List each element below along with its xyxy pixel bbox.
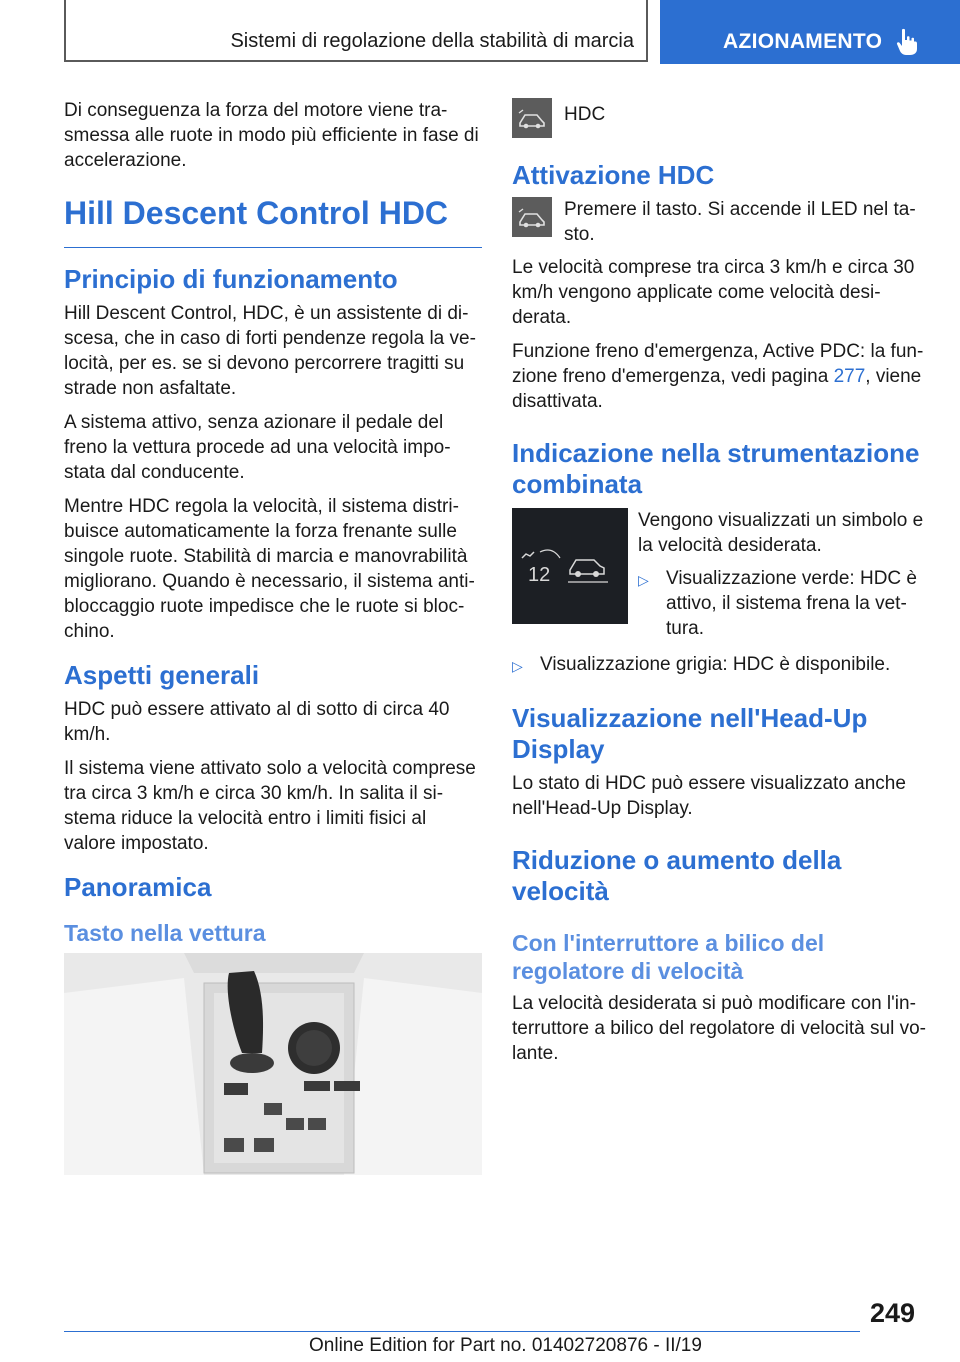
rocker-paragraph: La velocità desiderata si può modificare con l'interruttore a bilico del regolatore di velocità sul volante. bbox=[512, 993, 926, 1064]
hdc-button-icon bbox=[512, 98, 552, 138]
cluster-speed: 12 bbox=[528, 564, 551, 586]
cluster-row bbox=[512, 508, 926, 650]
cluster-bullet-text: Visualizzazione grigia: HDC è disponibile. bbox=[540, 654, 891, 675]
hdc-button-icon bbox=[512, 197, 552, 237]
hud-heading: Visualizzazione nell'Head-Up Display bbox=[512, 703, 868, 764]
pointing-hand-icon bbox=[896, 28, 918, 56]
general-paragraph: Il sistema viene attivato solo a velocità comprese tra circa 3 km/h e circa 30 km/h. In salita il sistema riduce la velocità entro i limiti fisici al valore impostato. bbox=[64, 758, 476, 854]
cluster-bullet bbox=[512, 652, 926, 679]
instrument-cluster-image bbox=[512, 508, 628, 624]
general-heading: Aspetti generali bbox=[64, 660, 260, 690]
activation-step-text: Premere il tasto. Si accende il LED nel tasto. bbox=[564, 199, 916, 245]
principle-paragraph: Mentre HDC regola la velocità, il sistema distribuisce automaticamente la forza frenante sulle singole ruote. Stabilità di marcia e manovrabilità migliorano. Quando è necessario, il sistema antibloccaggio ruote impedisce che le ruote si blocchino. bbox=[64, 496, 475, 642]
header-chapter-tab[interactable] bbox=[660, 0, 960, 64]
main-title: Hill Descent Control HDC bbox=[64, 193, 482, 248]
activation-step-row bbox=[512, 197, 926, 247]
header-section-box bbox=[64, 0, 648, 62]
center-console-illustration bbox=[64, 953, 482, 1175]
triangle-bullet-icon: ▷ bbox=[638, 572, 649, 588]
principle-heading: Principio di funzionamento bbox=[64, 264, 398, 294]
emergency-text-end: , viene disattivata. bbox=[512, 366, 922, 412]
footer-divider bbox=[64, 1331, 860, 1332]
hdc-key-row bbox=[512, 98, 926, 138]
intro-paragraph: Di conseguenza la forza del motore viene trasmessa alle ruote in modo più efficiente in fase di accelerazione. bbox=[64, 100, 479, 171]
cluster-text bbox=[638, 508, 926, 650]
overview-heading: Panoramica bbox=[64, 872, 212, 902]
activation-heading: Attivazione HDC bbox=[512, 160, 715, 190]
general-paragraph: HDC può essere attivato al di sotto di circa 40 km/h. bbox=[64, 699, 450, 745]
page-number: 249 bbox=[870, 1298, 916, 1328]
emergency-text: Funzione freno d'emergenza, Active PDC: la funzione freno d'emergenza, vedi pagina bbox=[512, 341, 924, 387]
header-section-title: Sistemi di regolazione della stabilità di marcia bbox=[230, 30, 634, 52]
rocker-heading: Con l'interruttore a bilico del regolatore di velocità bbox=[512, 930, 825, 984]
cluster-heading: Indicazione nella strumentazione combinata bbox=[512, 438, 920, 499]
principle-paragraph: Hill Descent Control, HDC, è un assistente di discesa, che in caso di forti pendenze regola la velocità, per es. se si devono percorrere tragitti su strade non asfaltate. bbox=[64, 303, 476, 399]
chapter-title: AZIONAMENTO bbox=[723, 30, 883, 53]
center-console-photo bbox=[64, 953, 482, 1175]
activation-paragraph: Le velocità comprese tra circa 3 km/h e circa 30 km/h vengono applicate come velocità desiderata. bbox=[512, 257, 915, 328]
cluster-intro: Vengono visualizzati un simbolo e la velocità desiderata. bbox=[638, 510, 924, 556]
key-heading: Tasto nella vettura bbox=[64, 920, 266, 946]
emergency-paragraph bbox=[512, 339, 926, 414]
speed-heading: Riduzione o aumento della velocità bbox=[512, 845, 842, 906]
principle-paragraph: A sistema attivo, senza azionare il pedale del freno la vettura procede ad una velocità impostata dal conducente. bbox=[64, 412, 451, 483]
left-column bbox=[64, 98, 482, 1175]
cluster-bullet bbox=[638, 566, 926, 641]
hud-paragraph: Lo stato di HDC può essere visualizzato anche nell'Head-Up Display. bbox=[512, 773, 906, 819]
footer-edition: Online Edition for Part no. 01402720876 - II/19 bbox=[309, 1335, 702, 1356]
page-link[interactable]: 277 bbox=[833, 366, 866, 387]
right-column bbox=[512, 98, 926, 1075]
hdc-key-label: HDC bbox=[564, 104, 606, 125]
triangle-bullet-icon: ▷ bbox=[512, 658, 523, 674]
cluster-bullet-text: Visualizzazione verde: HDC è attivo, il sistema frena la vettura. bbox=[666, 568, 917, 639]
